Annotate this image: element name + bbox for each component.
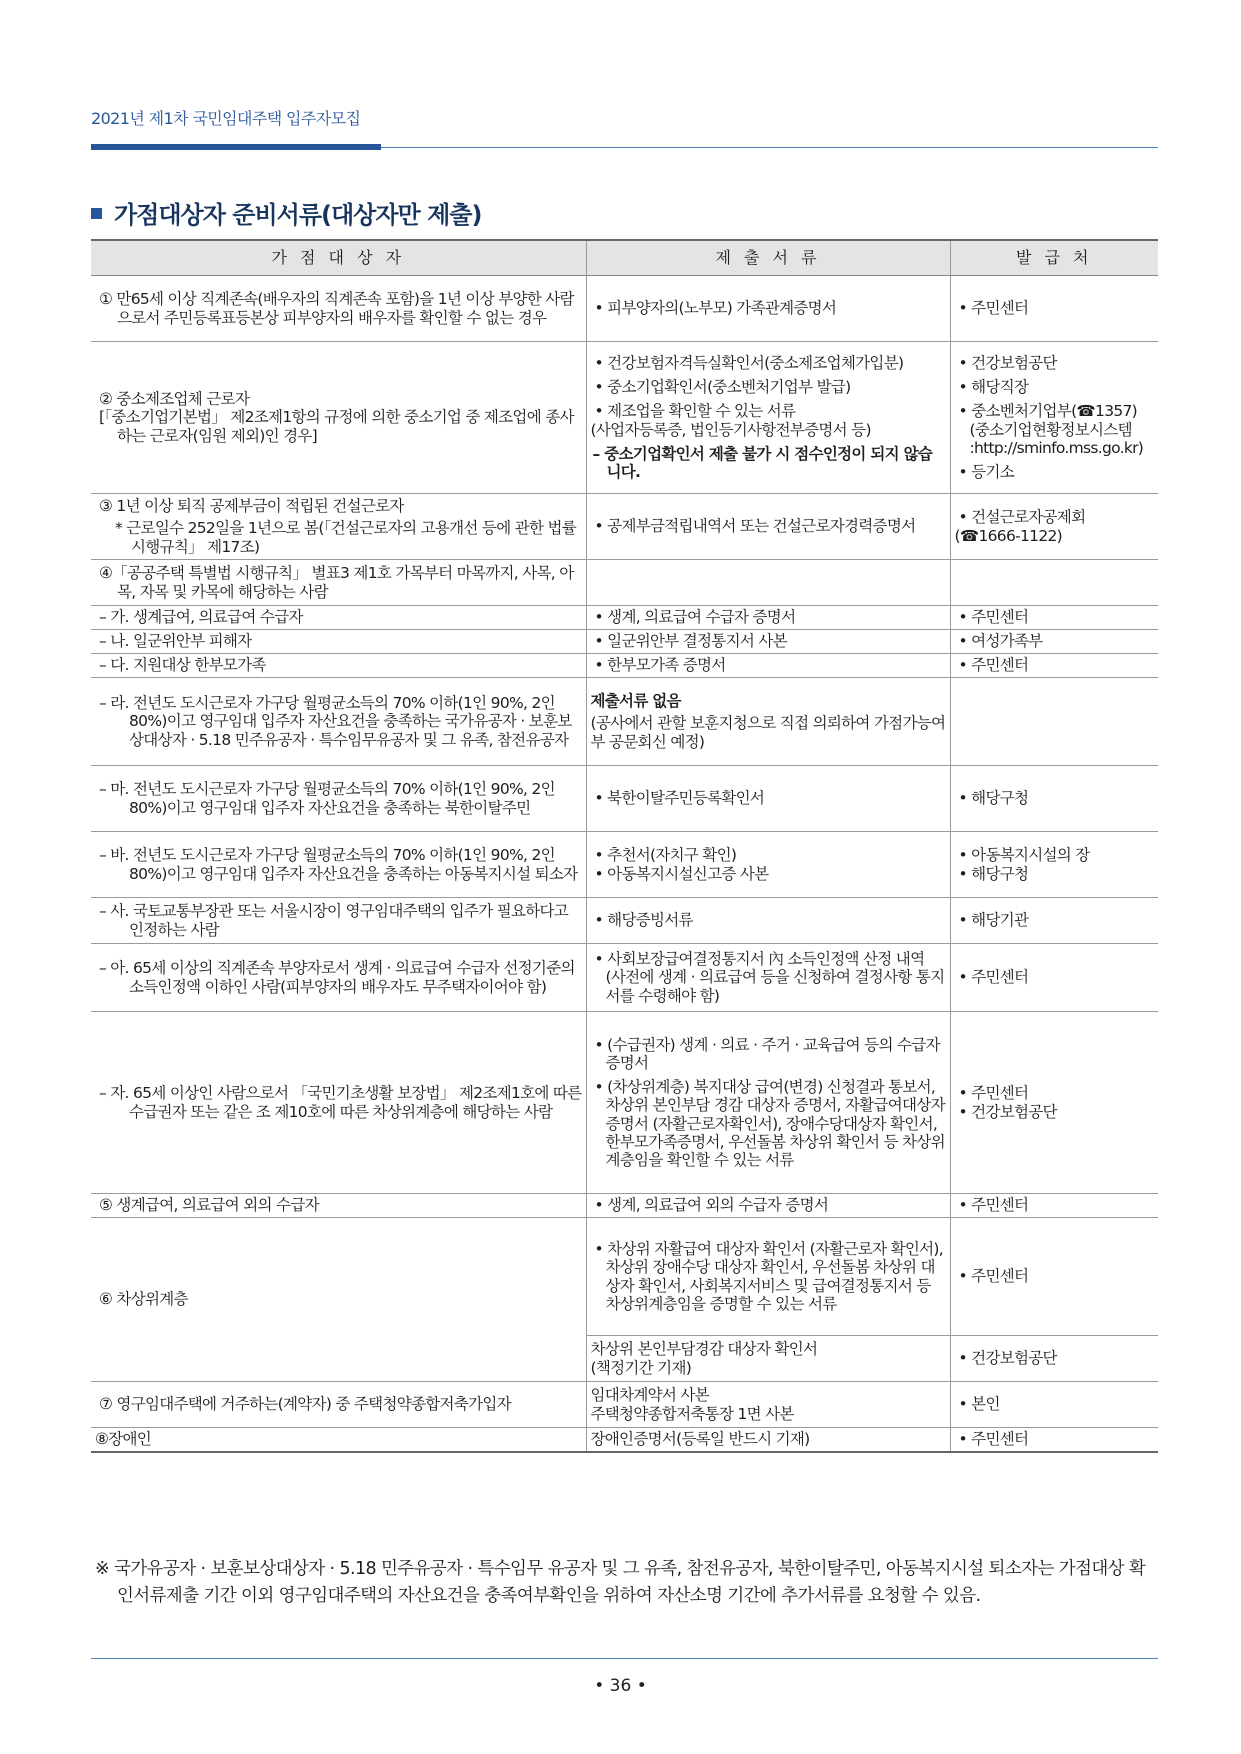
issuer-item: • 등기소 — [955, 463, 1155, 481]
issuer-item: • 중소벤처기업부(☎1357) — [955, 402, 1155, 420]
issuer-item: • 건강보험공단 — [955, 1349, 1155, 1367]
eligible-text: ③ 1년 이상 퇴직 공제부금이 적립된 건설근로자 — [99, 497, 404, 516]
issuer-item: (☎1666-1122) — [954, 526, 1062, 545]
eligible-cell — [91, 342, 586, 494]
eligible-cell — [91, 1194, 586, 1218]
issuer-item: • 건강보험공단 — [955, 1103, 1155, 1121]
issuer-cell — [950, 560, 1158, 606]
issuer-item: • 본인 — [955, 1395, 1155, 1413]
section-title-text: 가점대상자 준비서류(대상자만 제출) — [114, 201, 482, 229]
table-row — [91, 1428, 1158, 1452]
document-item: • (수급권자) 생계 · 의료 · 주거 · 교육급여 등의 수급자 증명서 — [591, 1036, 946, 1073]
documents-cell — [586, 560, 950, 606]
eligible-text: ⑥ 차상위계층 — [99, 1290, 188, 1309]
document-item: • 추천서(자치구 확인) — [591, 846, 946, 864]
eligible-cell — [91, 1382, 586, 1428]
issuer-cell — [950, 1382, 1158, 1428]
header-eligible: 가 점 대 상 자 — [91, 240, 586, 276]
table-row — [91, 898, 1158, 944]
document-item: • 북한이탈주민등록확인서 — [591, 789, 946, 807]
document-item: • 생계, 의료급여 수급자 증명서 — [591, 608, 946, 626]
issuer-cell — [950, 832, 1158, 898]
table-row — [91, 276, 1158, 342]
issuer-item: • 주민센터 — [955, 299, 1155, 317]
document-item: • 제조업을 확인할 수 있는 서류 — [591, 402, 946, 420]
document-item: • 건강보험자격득실확인서(중소제조업체가입분) — [591, 354, 946, 372]
document-warning: – 중소기업확인서 제출 불가 시 점수인정이 되지 않습니다. — [592, 444, 933, 482]
table-row — [91, 560, 1158, 606]
eligible-text: – 다. 지원대상 한부모가족 — [99, 656, 266, 675]
documents-cell — [586, 944, 950, 1012]
document-item: • 피부양자의(노부모) 가족관계증명서 — [591, 299, 946, 317]
eligible-text: – 나. 일군위안부 피해자 — [99, 632, 252, 651]
issuer-item: • 아동복지시설의 장 — [955, 846, 1155, 864]
issuer-item: • 주민센터 — [955, 968, 1155, 986]
document-item: 장애인증명서(등록일 반드시 기재) — [590, 1430, 810, 1449]
eligible-text: – 바. 전년도 도시근로자 가구당 월평균소득의 70% 이하(1인 90%, 2인 80%)이고 영구임대 입주자 자산요건을 충족하는 아동복지시설 퇴소자 — [99, 846, 578, 883]
eligible-cell — [91, 766, 586, 832]
header-issuer: 발 급 처 — [950, 240, 1158, 276]
eligible-cell — [91, 1012, 586, 1194]
documents-cell — [586, 1218, 950, 1336]
documents-cell — [586, 342, 950, 494]
document-item: 제출서류 없음 — [590, 692, 681, 711]
documents-cell — [586, 832, 950, 898]
document-item: • (차상위계층) 복지대상 급여(변경) 신청결과 통보서, 차상위 본인부담 경감 대상자 증명서, 자활급여대상자 증명서 (자활근로자확인서), 장애수당대상자 확인서, 한부모가족증명서, 우선돌봄 차상위 확인서 등 차상위계층임을 확인할 수 있는 서류 — [591, 1078, 946, 1169]
documents-cell — [586, 898, 950, 944]
document-item: (공사에서 관할 보훈지청으로 직접 의뢰하여 가점가능여부 공문회신 예정) — [590, 714, 946, 751]
issuer-cell — [950, 654, 1158, 678]
issuer-item: (중소기업현황정보시스템 — [969, 420, 1132, 439]
issuer-item: • 여성가족부 — [955, 632, 1155, 650]
issuer-cell — [950, 1012, 1158, 1194]
footnote: ※ 국가유공자 · 보훈보상대상자 · 5.18 민주유공자 · 특수임무 유공자 및 그 유족, 참전유공자, 북한이탈주민, 아동복지시설 퇴소자는 가점대상 확인서류제출 기간 이외 영구임대주택의 자산요건을 충족여부확인을 위하여 자산소명 기간에 추가서류를 요청할 수 있음. — [95, 1559, 1146, 1607]
table-row — [91, 606, 1158, 630]
table-header-row — [91, 240, 1158, 276]
section-title — [91, 195, 481, 230]
document-item: 주택청약종합저축통장 1면 사본 — [590, 1404, 794, 1423]
document-item: • 아동복지시설신고증 사본 — [591, 865, 946, 883]
eligible-text: ① 만65세 이상 직계존속(배우자의 직계존속 포함)을 1년 이상 부양한 사람으로서 주민등록표등본상 피부양자의 배우자를 확인할 수 없는 경우 — [99, 290, 574, 327]
document-item: 차상위 본인부담경감 대상자 확인서 — [590, 1340, 818, 1359]
issuer-cell — [950, 342, 1158, 494]
eligible-cell — [91, 606, 586, 630]
eligible-note: * 근로일수 252일을 1년으로 봄(「건설근로자의 고용개선 등에 관한 법률 시행규칙」 제17조) — [115, 519, 577, 556]
issuer-item: • 건설근로자공제회 — [955, 508, 1155, 526]
issuer-cell — [950, 494, 1158, 560]
table-row — [91, 1194, 1158, 1218]
table-row — [91, 678, 1158, 766]
document-item: • 중소기업확인서(중소벤처기업부 발급) — [591, 378, 946, 396]
eligible-text: ⑧장애인 — [95, 1430, 152, 1449]
issuer-cell — [950, 1194, 1158, 1218]
documents-cell — [586, 1012, 950, 1194]
running-header: 2021년 제1차 국민임대주택 입주자모집 — [91, 109, 361, 128]
document-item: • 생계, 의료급여 외의 수급자 증명서 — [591, 1196, 946, 1214]
issuer-item: • 주민센터 — [955, 1084, 1155, 1102]
documents-cell — [586, 654, 950, 678]
eligible-text: ⑦ 영구임대주택에 거주하는(계약자) 중 주택청약종합저축가입자 — [99, 1395, 511, 1414]
issuer-cell — [950, 678, 1158, 766]
issuer-item: :http://sminfo.mss.go.kr) — [969, 438, 1144, 457]
issuer-item: • 주민센터 — [955, 608, 1155, 626]
document-item: • 차상위 자활급여 대상자 확인서 (자활근로자 확인서), 차상위 장애수당 대상자 확인서, 우선돌봄 차상위 대상자 확인서, 사회복지서비스 및 급여결정통지서 등 차상위계층임을 증명할 수 있는 서류 — [591, 1240, 946, 1313]
eligible-text: – 아. 65세 이상의 직계존속 부양자로서 생계 · 의료급여 수급자 선정기준의 소득인정액 이하인 사람(피부양자의 배우자도 무주택자이어야 함) — [99, 959, 575, 996]
document-item: • 한부모가족 증명서 — [591, 656, 946, 674]
footer-rule — [91, 1658, 1158, 1659]
issuer-item: • 해당구청 — [955, 865, 1155, 883]
eligible-text: – 사. 국토교통부장관 또는 서울시장이 영구임대주택의 입주가 필요하다고 인정하는 사람 — [99, 902, 569, 939]
documents-cell — [586, 606, 950, 630]
eligible-text: ② 중소제조업체 근로자 — [99, 390, 250, 409]
table-row — [91, 1218, 1158, 1336]
eligible-cell — [91, 898, 586, 944]
eligible-text: – 가. 생계급여, 의료급여 수급자 — [99, 608, 303, 627]
document-item: • 사회보장급여결정통지서 內 소득인정액 산정 내역 (사전에 생계 · 의료급여 등을 신청하여 결정사항 통지서를 수령해야 함) — [591, 950, 946, 1005]
header-documents: 제 출 서 류 — [586, 240, 950, 276]
eligible-cell — [91, 276, 586, 342]
issuer-cell — [950, 898, 1158, 944]
eligible-cell — [91, 1218, 586, 1382]
issuer-item: • 건강보험공단 — [955, 354, 1155, 372]
table-row — [91, 1382, 1158, 1428]
documents-table — [91, 239, 1158, 1453]
issuer-cell — [950, 1336, 1158, 1382]
issuer-cell — [950, 606, 1158, 630]
eligible-cell — [91, 944, 586, 1012]
issuer-cell — [950, 944, 1158, 1012]
issuer-item: • 주민센터 — [955, 1430, 1155, 1448]
issuer-item: • 주민센터 — [955, 1196, 1155, 1214]
eligible-text: ④「공공주택 특별법 시행규칙」 별표3 제1호 가목부터 마목까지, 사목, 아목, 자목 및 카목에 해당하는 사람 — [99, 564, 574, 601]
table-row — [91, 1012, 1158, 1194]
table-row — [91, 654, 1158, 678]
eligible-text: – 마. 전년도 도시근로자 가구당 월평균소득의 70% 이하(1인 90%, 2인 80%)이고 영구임대 입주자 자산요건을 충족하는 북한이탈주민 — [99, 780, 555, 817]
eligible-cell — [91, 678, 586, 766]
documents-cell — [586, 1336, 950, 1382]
documents-cell — [586, 1382, 950, 1428]
table-row — [91, 342, 1158, 494]
documents-cell — [586, 1194, 950, 1218]
square-bullet-icon — [91, 208, 102, 219]
eligible-cell — [91, 832, 586, 898]
table-row — [91, 832, 1158, 898]
eligible-cell — [91, 560, 586, 606]
table-row — [91, 944, 1158, 1012]
documents-cell — [586, 276, 950, 342]
eligible-text: – 라. 전년도 도시근로자 가구당 월평균소득의 70% 이하(1인 90%, 2인 80%)이고 영구임대 입주자 자산요건을 충족하는 국가유공자 · 보훈보상대상자 · 5.18 민주유공자 · 특수임무유공자 및 그 유족, 참전유공자 — [99, 694, 572, 749]
eligible-text: [「중소기업기본법」 제2조제1항의 규정에 의한 중소기업 중 제조업에 종사하는 근로자(임원 제외)인 경우] — [99, 408, 574, 445]
eligible-cell — [91, 654, 586, 678]
issuer-cell — [950, 1218, 1158, 1336]
documents-cell — [586, 630, 950, 654]
document-item: • 해당증빙서류 — [591, 911, 946, 929]
documents-cell — [586, 766, 950, 832]
table-row — [91, 766, 1158, 832]
issuer-item: • 주민센터 — [955, 1267, 1155, 1285]
issuer-cell — [950, 276, 1158, 342]
document-item: • 일군위안부 결정통지서 사본 — [591, 632, 946, 650]
table-row — [91, 494, 1158, 560]
header-rule-accent — [91, 144, 381, 150]
documents-cell — [586, 678, 950, 766]
documents-cell — [586, 494, 950, 560]
document-item: (책정기간 기재) — [590, 1358, 692, 1377]
page-number: • 36 • — [594, 1676, 647, 1696]
eligible-text: – 자. 65세 이상인 사람으로서 「국민기초생활 보장법」 제2조제1호에 따른 수급권자 또는 같은 조 제10호에 따른 차상위계층에 해당하는 사람 — [99, 1084, 582, 1121]
issuer-cell — [950, 630, 1158, 654]
issuer-item: • 해당직장 — [955, 378, 1155, 396]
eligible-cell — [91, 1428, 586, 1452]
document-item: 임대차계약서 사본 — [590, 1386, 709, 1405]
eligible-text: ⑤ 생계급여, 의료급여 외의 수급자 — [99, 1196, 319, 1215]
document-item: (사업자등록증, 법인등기사항전부증명서 등) — [590, 420, 871, 439]
table-row — [91, 630, 1158, 654]
eligible-cell — [91, 494, 586, 560]
documents-cell — [586, 1428, 950, 1452]
issuer-item: • 해당구청 — [955, 789, 1155, 807]
eligible-cell — [91, 630, 586, 654]
document-item: • 공제부금적립내역서 또는 건설근로자경력증명서 — [591, 517, 946, 535]
issuer-cell — [950, 766, 1158, 832]
document-warning-text: 중소기업확인서 제출 불가 시 점수인정이 되지 않습니다. — [604, 444, 933, 482]
issuer-item: • 해당기관 — [955, 911, 1155, 929]
issuer-item: • 주민센터 — [955, 656, 1155, 674]
issuer-cell — [950, 1428, 1158, 1452]
